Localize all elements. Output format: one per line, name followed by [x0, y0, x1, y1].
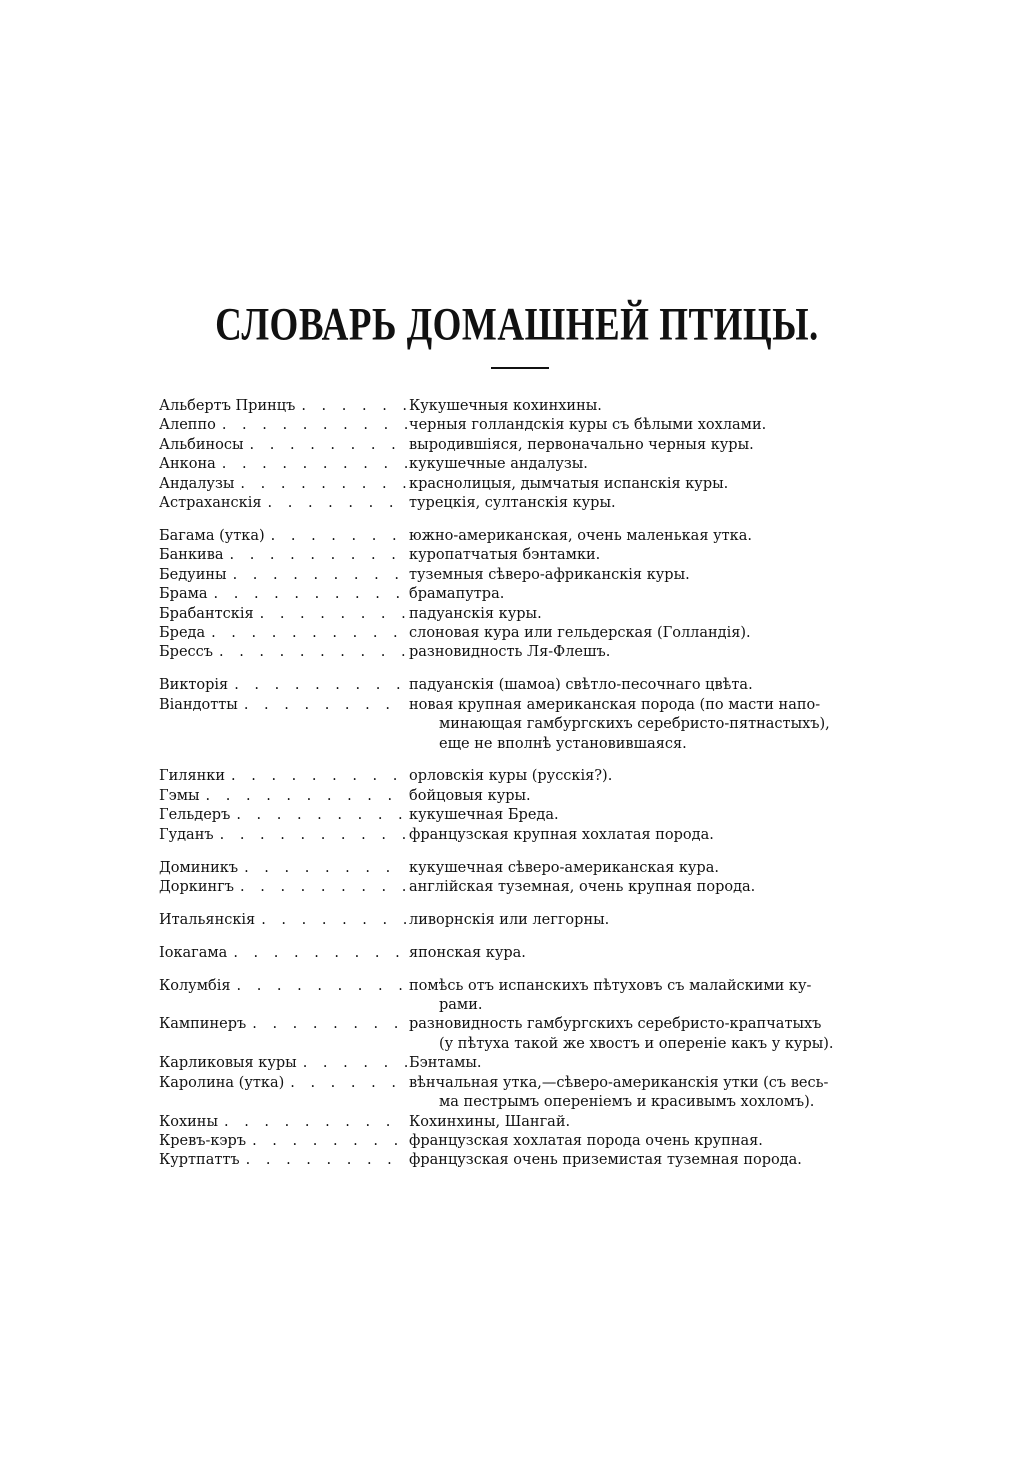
entry-term-cell: [159, 1015, 407, 1034]
definition-line: орловскія куры (русскія?).: [409, 768, 613, 785]
dot-leader: [216, 455, 407, 474]
entry-term-cell: [159, 676, 407, 695]
entry-definition: [407, 527, 889, 546]
entry-term-cell: [159, 911, 407, 930]
entry-definition: [407, 397, 889, 416]
dot-leader: [297, 1054, 407, 1073]
entry-term-cell: [159, 859, 407, 878]
entry-term: Доркингъ: [159, 878, 235, 895]
dictionary-group: [159, 767, 889, 845]
entry-term-cell: [159, 546, 407, 565]
definition-line: англійская туземная, очень крупная порода.: [409, 878, 756, 895]
entry-term-cell: [159, 696, 407, 715]
entry-definition: [407, 1132, 889, 1151]
dictionary-entry: [159, 605, 889, 624]
entry-term-cell: [159, 1132, 407, 1151]
entry-term: Андалузы: [159, 475, 235, 492]
entry-term-cell: [159, 475, 407, 494]
entry-definition: [407, 455, 889, 474]
entry-term-cell: [159, 1074, 407, 1093]
dot-leader: [240, 1151, 407, 1170]
entry-term: Куртпаттъ: [159, 1152, 240, 1169]
entry-definition: [407, 494, 889, 513]
entry-definition: [407, 416, 889, 435]
entry-definition: [407, 826, 889, 845]
entry-term: Альбиносы: [159, 436, 244, 453]
page-title: СЛОВАРЬ ДОМАШНЕЙ ПТИЦЫ.: [215, 299, 819, 351]
entry-term: Итальянскія: [159, 911, 256, 928]
dot-leader: [295, 397, 407, 416]
dictionary-entry: [159, 806, 889, 825]
dot-leader: [200, 787, 407, 806]
dictionary-entry: [159, 911, 889, 930]
definition-line: черныя голландскія куры съ бѣлыми хохлами.: [409, 417, 767, 434]
definition-line: выродившіяся, первоначально черныя куры.: [409, 436, 754, 453]
dictionary-entry: [159, 859, 889, 878]
dot-leader: [218, 1113, 407, 1132]
definition-line: кукушечная сѣверо-американская кура.: [409, 859, 719, 876]
entry-term-cell: [159, 1113, 407, 1132]
dot-leader: [265, 527, 407, 546]
dictionary-entry: [159, 455, 889, 474]
entry-term: Іокагама: [159, 944, 228, 961]
definition-line: Бэнтамы.: [409, 1055, 482, 1072]
dot-leader: [254, 605, 407, 624]
entry-definition: [407, 944, 889, 963]
dictionary-entry: [159, 397, 889, 416]
entry-term-cell: [159, 494, 407, 513]
entry-definition: [407, 605, 889, 624]
definition-line: туземныя сѣверо-африканскія куры.: [409, 566, 690, 583]
dictionary-entry: [159, 643, 889, 662]
definition-line: японская кура.: [409, 944, 526, 961]
definition-line: новая крупная американская порода (по масти напо-: [409, 696, 821, 713]
entry-definition: [407, 643, 889, 662]
entry-term: Багама (утка): [159, 527, 265, 544]
entry-term: Брессъ: [159, 644, 213, 661]
definition-line: кукушечная Бреда.: [409, 807, 559, 824]
dot-leader: [227, 944, 407, 963]
dot-leader: [205, 624, 407, 643]
entry-term: Анкона: [159, 456, 216, 473]
definition-line: Кохинхины, Шангай.: [409, 1113, 571, 1130]
dot-leader: [216, 416, 407, 435]
definition-line: минающая гамбургскихъ серебристо-пятнастыхъ),: [439, 716, 830, 733]
entry-term-cell: [159, 878, 407, 897]
definition-line: французская хохлатая порода очень крупная.: [409, 1132, 763, 1149]
entry-term: Альбертъ Принцъ: [159, 398, 296, 414]
entry-term-cell: [159, 455, 407, 474]
definition-line: краснолицыя, дымчатыя испанскія куры.: [409, 475, 729, 492]
definition-line: куропатчатыя бэнтамки.: [409, 547, 601, 564]
entry-definition: [407, 436, 889, 455]
definition-line: слоновая кура или гельдерская (Голландія).: [409, 624, 751, 641]
entry-term-cell: [159, 605, 407, 624]
dot-leader: [234, 475, 407, 494]
dictionary-entry: [159, 527, 889, 546]
entry-term: Алеппо: [159, 417, 216, 434]
entry-term-cell: [159, 826, 407, 845]
dot-leader: [230, 806, 407, 825]
entry-definition: [407, 624, 889, 643]
entry-definition: [407, 911, 889, 930]
dictionary-entry: [159, 1074, 889, 1113]
entry-term-cell: [159, 787, 407, 806]
definition-line: ма пестрымъ опереніемъ и красивымъ хохломъ).: [439, 1094, 815, 1111]
entry-definition: [407, 878, 889, 897]
dictionary-group: [159, 911, 889, 930]
dictionary-entry: [159, 624, 889, 643]
dictionary-entry: [159, 1132, 889, 1151]
entry-term: Бреда: [159, 624, 206, 641]
entry-term-cell: [159, 585, 407, 604]
entry-term: Карликовыя куры: [159, 1055, 297, 1072]
entry-term: Викторія: [159, 677, 229, 694]
dictionary-entry: [159, 878, 889, 897]
entry-definition: [407, 676, 889, 695]
entry-definition: [407, 859, 889, 878]
entry-term-cell: [159, 624, 407, 643]
dictionary-entry: [159, 566, 889, 585]
entry-definition: [407, 566, 889, 585]
entry-term-cell: [159, 527, 407, 546]
definition-line: разновидность Ля-Флешъ.: [409, 644, 611, 661]
dictionary-group: [159, 944, 889, 963]
entry-term: Брабантскія: [159, 605, 254, 622]
entry-definition: [407, 977, 889, 1016]
entry-term-cell: [159, 1151, 407, 1170]
entry-term: Гельдеръ: [159, 807, 231, 824]
dot-leader: [284, 1074, 407, 1093]
entry-term-cell: [159, 436, 407, 455]
definition-line: Кукушечныя кохинхины.: [409, 398, 602, 414]
entry-term-cell: [159, 806, 407, 825]
definition-line: бойцовыя куры.: [409, 787, 531, 804]
definition-line: брамапутра.: [409, 586, 505, 603]
dictionary-entry: [159, 676, 889, 695]
dictionary-entry: [159, 826, 889, 845]
dictionary-entry: [159, 1015, 889, 1054]
definition-line: южно-американская, очень маленькая утка.: [409, 527, 752, 544]
dot-leader: [231, 977, 408, 996]
dictionary-entry: [159, 944, 889, 963]
dictionary-list: [159, 397, 889, 1184]
entry-definition: [407, 1113, 889, 1132]
definition-line: еще не вполнѣ установившаяся.: [439, 735, 687, 752]
dictionary-entry: [159, 1113, 889, 1132]
entry-term-cell: [159, 566, 407, 585]
entry-definition: [407, 1074, 889, 1113]
entry-term-cell: [159, 944, 407, 963]
dot-leader: [213, 643, 407, 662]
dot-leader: [234, 878, 407, 897]
definition-line: помѣсь отъ испанскихъ пѣтуховъ съ малайскими ку-: [409, 977, 812, 994]
definition-line: кукушечные андалузы.: [409, 456, 588, 473]
dictionary-entry: [159, 787, 889, 806]
entry-term: Бедуины: [159, 566, 227, 583]
dictionary-group: [159, 977, 889, 1171]
dictionary-group: [159, 397, 889, 513]
title-divider: [491, 367, 549, 369]
dictionary-entry: [159, 546, 889, 565]
dictionary-entry: [159, 436, 889, 455]
entry-definition: [407, 787, 889, 806]
entry-definition: [407, 1015, 889, 1054]
dot-leader: [214, 826, 407, 845]
entry-term: Гэмы: [159, 787, 200, 804]
entry-term: Брама: [159, 586, 208, 603]
entry-term: Кохины: [159, 1113, 218, 1130]
entry-term-cell: [159, 1054, 407, 1073]
dot-leader: [228, 676, 407, 695]
definition-line: французская крупная хохлатая порода.: [409, 826, 714, 843]
dictionary-group: [159, 527, 889, 663]
entry-term: Гилянки: [159, 768, 226, 785]
entry-term-cell: [159, 416, 407, 435]
entry-term: Гуданъ: [159, 826, 214, 843]
definition-line: (у пѣтуха такой же хвостъ и опереніе какъ у куры).: [439, 1035, 834, 1052]
dictionary-entry: [159, 494, 889, 513]
entry-term-cell: [159, 397, 407, 416]
entry-term-cell: [159, 767, 407, 786]
entry-term-cell: [159, 977, 407, 996]
entry-term: Астраханскія: [159, 495, 262, 512]
definition-line: падуанскія куры.: [409, 605, 542, 622]
dot-leader: [238, 859, 407, 878]
entry-definition: [407, 767, 889, 786]
definition-line: турецкія, султанскія куры.: [409, 495, 616, 512]
entry-definition: [407, 475, 889, 494]
dot-leader: [208, 585, 407, 604]
dictionary-group: [159, 676, 889, 754]
entry-term: Колумбія: [159, 977, 231, 994]
dictionary-entry: [159, 977, 889, 1016]
definition-line: вѣнчальная утка,—сѣверо-американскія утки (съ весь-: [409, 1074, 829, 1091]
definition-line: ливорнскія или леггорны.: [409, 911, 610, 928]
dictionary-group: [159, 859, 889, 898]
definition-line: рами.: [439, 997, 483, 1014]
entry-definition: [407, 806, 889, 825]
entry-term: Банкива: [159, 547, 224, 564]
dot-leader: [238, 696, 407, 715]
entry-term: Кампинеръ: [159, 1016, 247, 1033]
dictionary-entry: [159, 1151, 889, 1170]
entry-definition: [407, 1151, 889, 1170]
definition-line: разновидность гамбургскихъ серебристо-крапчатыхъ: [409, 1016, 822, 1033]
dictionary-entry: [159, 1054, 889, 1073]
dictionary-entry: [159, 475, 889, 494]
entry-term: Каролина (утка): [159, 1074, 285, 1091]
dot-leader: [262, 494, 407, 513]
entry-term: Кревъ-кэръ: [159, 1132, 247, 1149]
dot-leader: [255, 911, 407, 930]
entry-definition: [407, 696, 889, 754]
definition-line: французская очень приземистая туземная порода.: [409, 1152, 802, 1169]
entry-definition: [407, 1054, 889, 1073]
dot-leader: [246, 1132, 407, 1151]
dot-leader: [246, 1015, 407, 1034]
dot-leader: [224, 546, 408, 565]
dot-leader: [225, 767, 407, 786]
dot-leader: [244, 436, 407, 455]
dictionary-entry: [159, 767, 889, 786]
entry-term: Доминикъ: [159, 859, 239, 876]
entry-term: Віандотты: [159, 696, 238, 713]
entry-definition: [407, 546, 889, 565]
entry-definition: [407, 585, 889, 604]
definition-line: падуанскія (шамоа) свѣтло-песочнаго цвѣта.: [409, 677, 753, 694]
dictionary-entry: [159, 585, 889, 604]
entry-term-cell: [159, 643, 407, 662]
dictionary-entry: [159, 416, 889, 435]
dictionary-entry: [159, 696, 889, 754]
dot-leader: [227, 566, 407, 585]
